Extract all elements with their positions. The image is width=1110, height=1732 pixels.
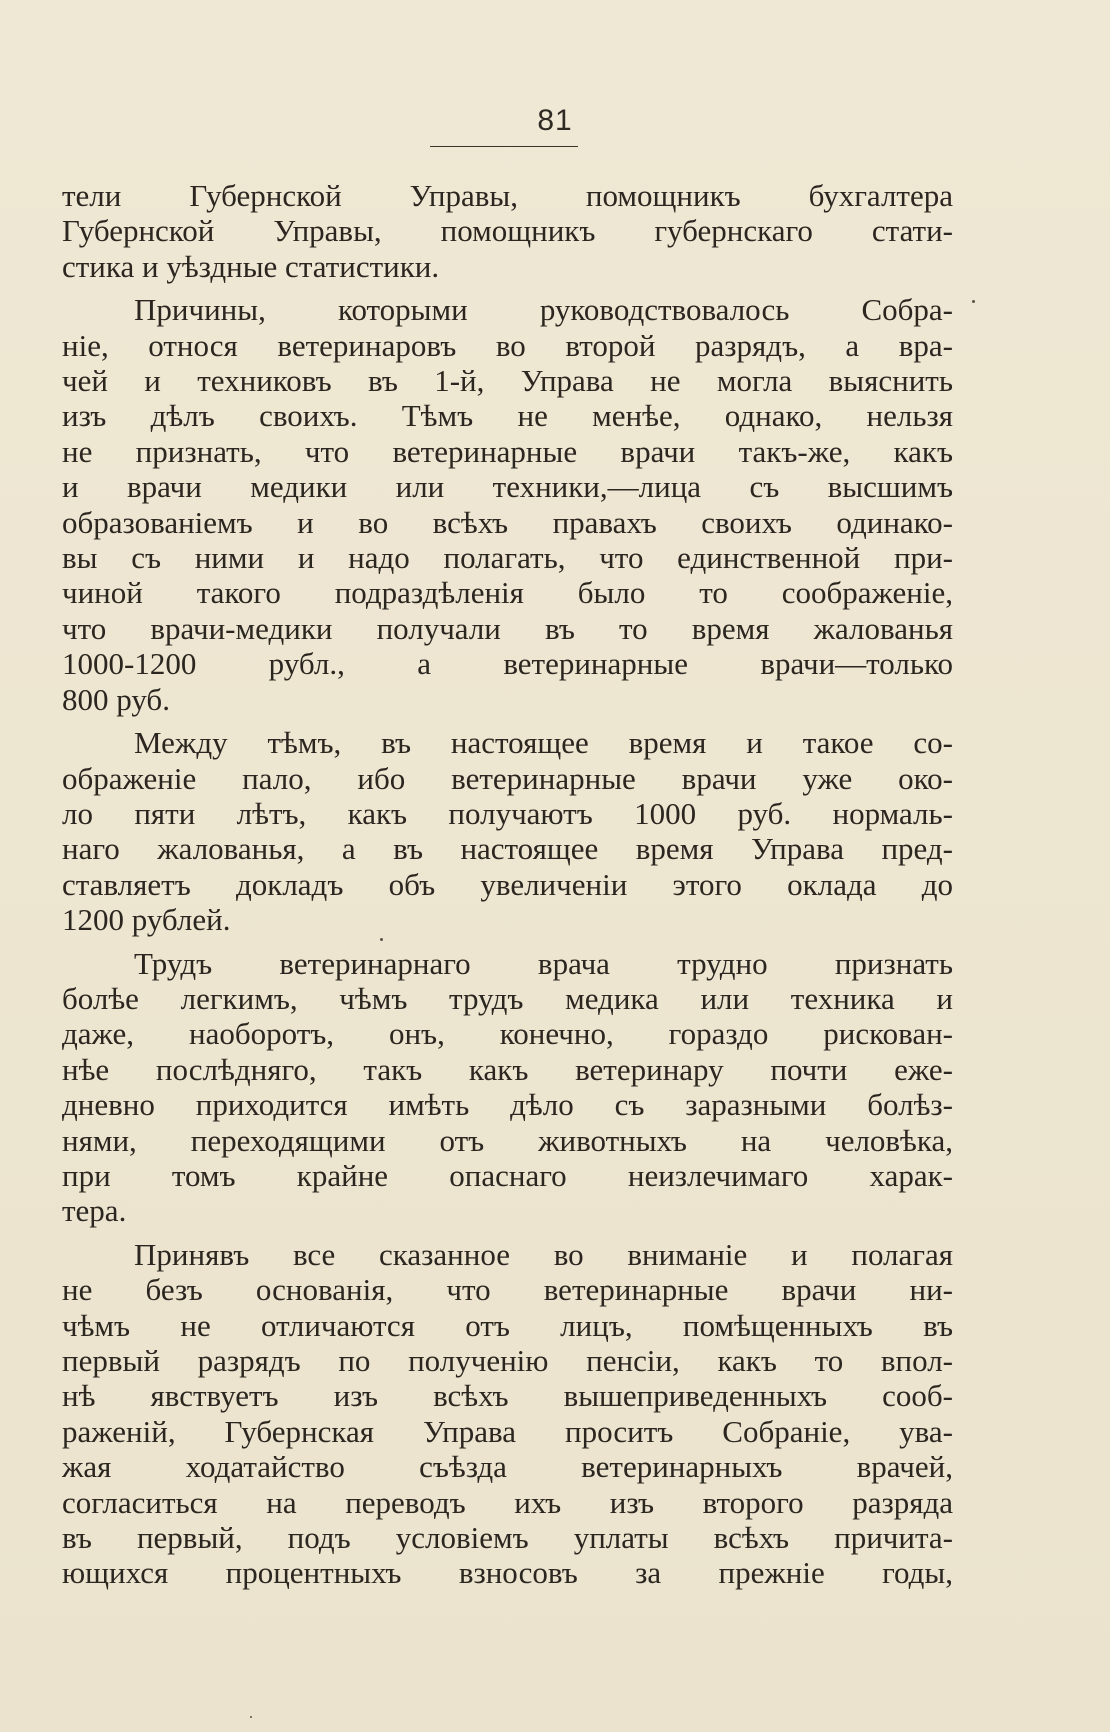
text-line: и врачи медики или техники,—лица съ высшимъ bbox=[62, 469, 953, 505]
text-line: ло пяти лѣтъ, какъ получаютъ 1000 руб. нормаль- bbox=[62, 795, 953, 831]
text-line: Между тѣмъ, въ настоящее время и такое со- bbox=[134, 725, 953, 761]
paragraph bbox=[62, 725, 953, 937]
text-line: чиной такого подраздѣленія было то соображеніе, bbox=[62, 575, 953, 611]
text-line: раженій, Губернская Управа проситъ Собраніе, ува- bbox=[62, 1413, 953, 1449]
text-line: тели Губернской Управы, помощникъ бухгалтера bbox=[62, 178, 953, 213]
text-line: тера. bbox=[62, 1193, 127, 1229]
body-text bbox=[62, 178, 953, 1599]
page-number-rule bbox=[430, 146, 578, 147]
text-line: Трудъ ветеринарнаго врача трудно признать bbox=[134, 945, 953, 981]
text-line: при томъ крайне опаснаго неизлечимаго харак- bbox=[62, 1157, 953, 1193]
text-line: что врачи-медики получали въ то время жалованья bbox=[62, 610, 953, 646]
text-line: чѣмъ не отличаются отъ лицъ, помѣщенныхъ въ bbox=[62, 1307, 953, 1343]
paragraph bbox=[62, 946, 953, 1229]
text-line: Принявъ все сказанное во вниманіе и полагая bbox=[134, 1236, 953, 1272]
text-line: болѣе легкимъ, чѣмъ трудъ медика или техника и bbox=[62, 980, 953, 1016]
paper-speck bbox=[972, 300, 975, 303]
text-line: ображеніе пало, ибо ветеринарные врачи уже око- bbox=[62, 760, 953, 796]
text-line: согласиться на переводъ ихъ изъ второго разряда bbox=[62, 1484, 953, 1520]
text-line: въ первый, подъ условіемъ уплаты всѣхъ причита- bbox=[62, 1520, 953, 1556]
paragraph bbox=[62, 178, 953, 284]
text-line: 800 руб. bbox=[62, 681, 170, 717]
text-line: даже, наоборотъ, онъ, конечно, гораздо рискован- bbox=[62, 1016, 953, 1052]
paragraph bbox=[62, 292, 953, 717]
paper-speck bbox=[250, 1716, 252, 1718]
text-line: нѣе послѣдняго, такъ какъ ветеринару почти еже- bbox=[62, 1051, 953, 1087]
text-line: ніе, относя ветеринаровъ во второй разрядъ, а вра- bbox=[62, 327, 953, 363]
text-line: не признать, что ветеринарные врачи такъ-же, какъ bbox=[62, 433, 953, 469]
text-line: ющихся процентныхъ взносовъ за прежніе годы, bbox=[62, 1555, 953, 1591]
paper-speck bbox=[380, 938, 383, 941]
text-line: образованіемъ и во всѣхъ правахъ своихъ одинако- bbox=[62, 504, 953, 540]
text-line: вы съ ними и надо полагать, что единственной при- bbox=[62, 540, 953, 576]
text-line: нѣ явствуетъ изъ всѣхъ вышеприведенныхъ сооб- bbox=[62, 1378, 953, 1414]
text-line: изъ дѣлъ своихъ. Тѣмъ не менѣе, однако, нельзя bbox=[62, 398, 953, 434]
text-line: первый разрядъ по полученію пенсіи, какъ то впол- bbox=[62, 1343, 953, 1378]
text-line: дневно приходится имѣть дѣло съ заразными болѣз- bbox=[62, 1087, 953, 1123]
text-line: нями, переходящими отъ животныхъ на человѣка, bbox=[62, 1122, 953, 1158]
page-number: 81 bbox=[537, 104, 573, 137]
text-line: 1000-1200 рубл., а ветеринарные врачи—только bbox=[62, 646, 953, 682]
text-line: стика и уѣздные статистики. bbox=[62, 248, 440, 284]
text-line: Губернской Управы, помощникъ губернскаго стати- bbox=[62, 213, 953, 249]
text-line: не безъ основанія, что ветеринарные врачи ни- bbox=[62, 1272, 953, 1308]
text-line: 1200 рублей. bbox=[62, 902, 231, 938]
text-line: Причины, которыми руководствовалось Собра- bbox=[134, 292, 953, 328]
text-line: наго жалованья, а въ настоящее время Управа пред- bbox=[62, 831, 953, 867]
text-line: ставляетъ докладъ объ увеличеніи этого оклада до bbox=[62, 866, 953, 902]
text-line: жая ходатайство съѣзда ветеринарныхъ врачей, bbox=[62, 1449, 953, 1485]
paragraph bbox=[62, 1237, 953, 1591]
text-line: чей и техниковъ въ 1-й, Управа не могла выяснить bbox=[62, 363, 953, 399]
